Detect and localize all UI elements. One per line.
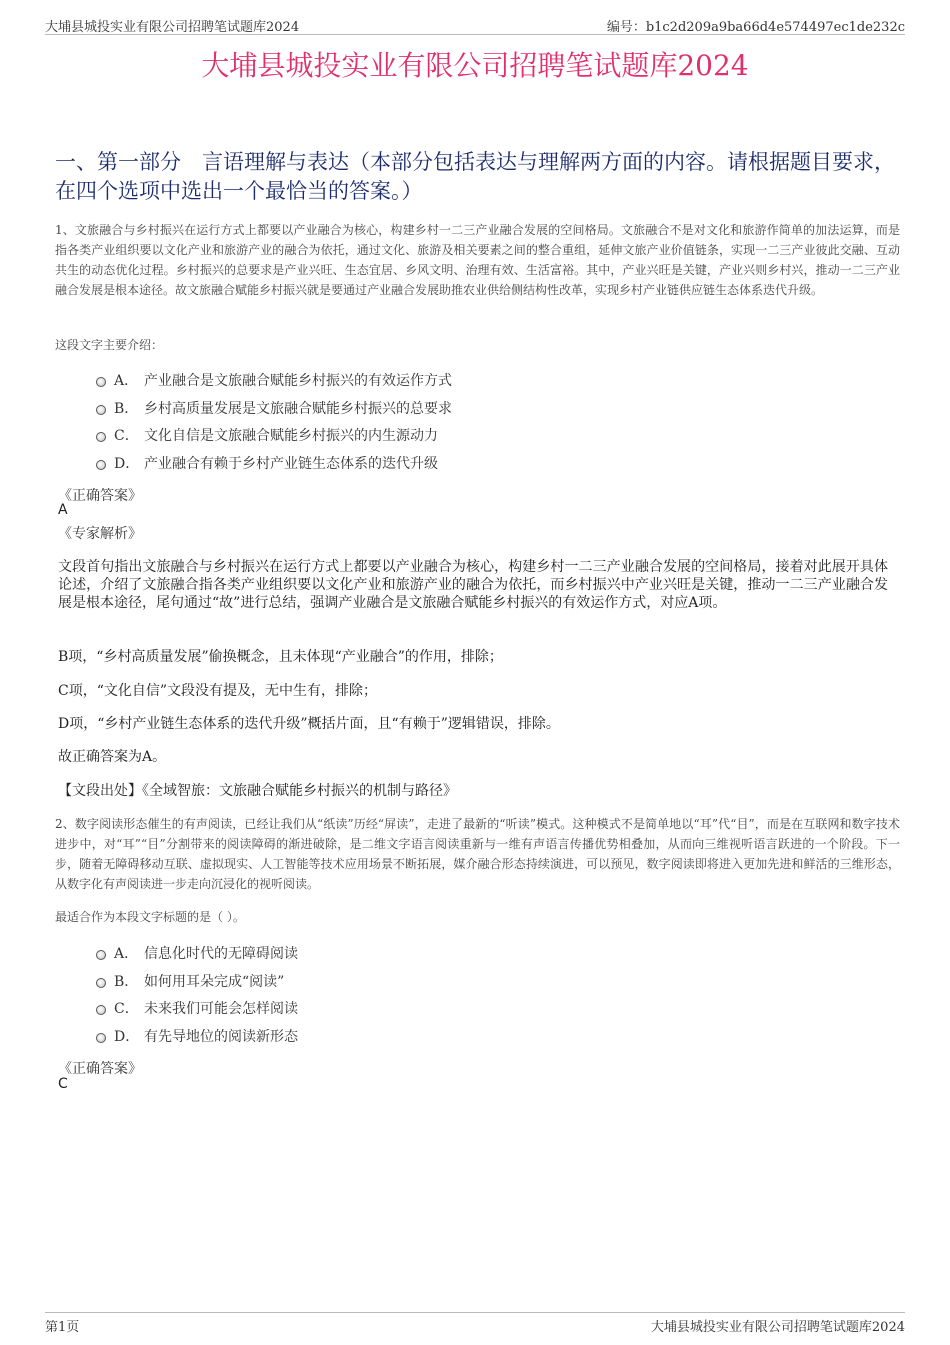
footer-doc-title: 大埔县城投实业有限公司招聘笔试题库2024 xyxy=(650,1320,905,1335)
option-text: 文化自信是文旅融合赋能乡村振兴的内生源动力 xyxy=(144,428,438,444)
radio-icon[interactable] xyxy=(96,1033,106,1043)
option-text: 如何用耳朵完成“阅读” xyxy=(144,974,285,990)
radio-icon[interactable] xyxy=(96,950,106,960)
option-text: 有先导地位的阅读新形态 xyxy=(144,1029,298,1045)
option-text: 未来我们可能会怎样阅读 xyxy=(144,1001,298,1017)
footer-page-number: 第1页 xyxy=(45,1320,80,1335)
q2-prompt: 最适合作为本段文字标题的是（ ）。 xyxy=(55,910,245,924)
q2-option-d[interactable] xyxy=(96,1025,298,1047)
q1-passage: 1、文旅融合与乡村振兴在运行方式上都要以产业融合为核心，构建乡村一二三产业融合发展的空间格局。文旅融合不是对文化和旅游作简单的加法运算，而是指各类产业组织要以文化产业和旅游产业的融合为依托，通过文化、旅游及相关要素之间的整合重组，延伸文旅产业价值链条，实现一二三产业彼此交融、互动共生的动态优化过程。乡村振兴的总要求是产业兴旺、生态宜居、乡风文明、治理有效、生活富裕。其中，产业兴旺是关键，产业兴则乡村兴，推动一二三产业融合发展是根本途径。故文旅融合赋能乡村振兴就是要通过产业融合发展助推农业供给侧结构性改革，实现乡村产业链供应链生态体系迭代升级。 xyxy=(55,223,900,297)
q1-analysis-end: 故正确答案为A。 xyxy=(58,749,167,765)
q2-answer: C xyxy=(58,1076,68,1092)
page-title: 大埔县城投实业有限公司招聘笔试题库2024 xyxy=(201,49,749,82)
page-footer xyxy=(45,1312,905,1333)
option-letter: C． xyxy=(114,1001,139,1017)
q1-prompt: 这段文字主要介绍： xyxy=(55,338,164,352)
q2-passage: 2、数字阅读形态催生的有声阅读，已经让我们从“纸读”历经“屏读”，走进了最新的“听读”模式。这种模式不是简单地以“耳”代“目”，而是在互联网和数字技术进步中，对“耳”“目”分割带来的阅读障碍的渐进破除，是二维文字语言阅读重新与一维有声语言传播优势相叠加，从而向三维视听语言跃进的一个阶段。下一步，随着无障碍移动互联、虚拟现实、人工智能等技术应用场景不断拓展，媒介融合形态持续演进，可以预见，数字阅读即将进入更加先进和鲜活的三维形态，从数字化有声阅读进一步走向沉浸化的视听阅读。 xyxy=(55,817,900,891)
radio-icon[interactable] xyxy=(96,432,106,442)
radio-icon[interactable] xyxy=(96,405,106,415)
q1-analysis-d: D项，“乡村产业链生态体系的迭代升级”概括片面，且“有赖于”逻辑错误，排除。 xyxy=(58,716,560,732)
q1-analysis-b: B项，“乡村高质量发展”偷换概念，且未体现“产业融合”的作用，排除； xyxy=(58,649,503,665)
q1-answer: A xyxy=(58,502,68,518)
q1-analysis-main: 文段首句指出文旅融合与乡村振兴在运行方式上都要以产业融合为核心，构建乡村一二三产业融合发展的空间格局，接着对此展开具体论述，介绍了文旅融合指各类产业组织要以文化产业和旅游产业的融合为依托，而乡村振兴中产业兴旺是关键，推动一二三产业融合发展是根本途径，尾句通过“故”进行总结，强调产业融合是文旅融合赋能乡村振兴的有效运作方式，对应A项。 xyxy=(58,559,888,611)
radio-icon[interactable] xyxy=(96,377,106,387)
q1-analysis-label: 《专家解析》 xyxy=(58,526,142,542)
option-letter: C． xyxy=(114,428,139,444)
q2-option-c[interactable] xyxy=(96,997,298,1019)
q2-answer-label: 《正确答案》 xyxy=(58,1061,142,1077)
page-header xyxy=(45,14,905,35)
q1-option-c[interactable] xyxy=(96,424,438,446)
q2-option-a[interactable] xyxy=(96,942,298,964)
option-text: 产业融合是文旅融合赋能乡村振兴的有效运作方式 xyxy=(144,373,452,389)
radio-icon[interactable] xyxy=(96,460,106,470)
q1-source: 【文段出处】《全域智旅：文旅融合赋能乡村振兴的机制与路径》 xyxy=(58,783,457,799)
q1-option-d[interactable] xyxy=(96,452,438,474)
option-letter: A． xyxy=(114,946,139,962)
option-letter: D． xyxy=(114,456,140,472)
option-letter: B． xyxy=(114,401,139,417)
q2-option-b[interactable] xyxy=(96,970,284,992)
option-text: 信息化时代的无障碍阅读 xyxy=(144,946,298,962)
q1-answer-label: 《正确答案》 xyxy=(58,488,142,504)
section-heading: 一、第一部分 言语理解与表达（本部分包括表达与理解两方面的内容。请根据题目要求，在四个选项中选出一个最恰当的答案。） xyxy=(55,150,895,203)
q1-analysis-c: C项，“文化自信”文段没有提及，无中生有，排除； xyxy=(58,683,378,699)
radio-icon[interactable] xyxy=(96,1005,106,1015)
option-text: 乡村高质量发展是文旅融合赋能乡村振兴的总要求 xyxy=(144,401,452,417)
q1-option-a[interactable] xyxy=(96,369,452,391)
option-letter: A． xyxy=(114,373,139,389)
radio-icon[interactable] xyxy=(96,978,106,988)
header-doc-title: 大埔县城投实业有限公司招聘笔试题库2024 xyxy=(45,20,300,35)
option-text: 产业融合有赖于乡村产业链生态体系的迭代升级 xyxy=(144,456,438,472)
option-letter: B． xyxy=(114,974,139,990)
header-doc-id: 编号：b1c2d209a9ba66d4e574497ec1de232c xyxy=(606,20,905,35)
q1-option-b[interactable] xyxy=(96,397,452,419)
option-letter: D． xyxy=(114,1029,140,1045)
